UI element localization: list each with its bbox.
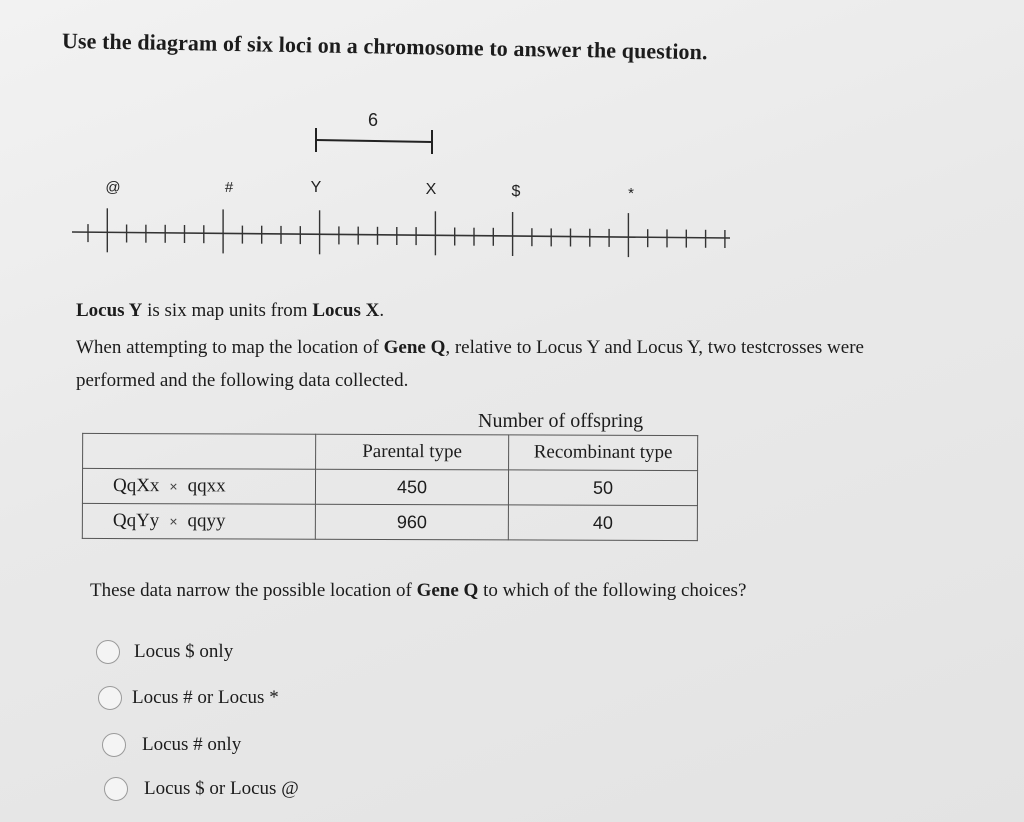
parental-value: 960 (315, 504, 508, 540)
chromosome-map (0, 0, 1024, 300)
cross-cell (82, 503, 315, 539)
line1-locus-x: Locus X (312, 300, 380, 321)
question-gene: Gene Q (416, 580, 479, 601)
question-prefix: These data narrow the possible location of (90, 580, 417, 601)
choice-label: Locus # or Locus * (132, 687, 279, 708)
choice-label: Locus $ only (134, 641, 234, 662)
cross-left: QqYy (112, 510, 160, 532)
choice-option-1[interactable] (96, 640, 233, 664)
header-blank-cell (83, 433, 316, 469)
cross-symbol: × (169, 513, 178, 530)
line1-prefix: Locus (76, 300, 129, 321)
recombinant-value: 40 (508, 505, 697, 541)
offspring-group-header: Number of offspring (478, 410, 644, 432)
parental-value: 450 (315, 469, 508, 505)
line1-locus-y: Y (128, 300, 143, 321)
radio-button[interactable] (104, 777, 128, 801)
line2-suffix: , relative to Locus Y and Locus Y, two testcrosses were (445, 337, 864, 358)
locus-label-hash: # (224, 179, 234, 196)
distance-label: 6 (367, 110, 379, 130)
statement-line-2 (76, 337, 864, 359)
recombinant-value: 50 (508, 470, 697, 506)
statement-line-1 (76, 300, 384, 322)
cross-right: qqxx (187, 475, 226, 497)
choice-option-3[interactable] (102, 733, 241, 757)
cross-right: qqyy (187, 510, 226, 532)
line2-prefix: When attempting to map the location of (76, 337, 384, 358)
locus-label-at: @ (105, 179, 121, 196)
locus-label-x: X (425, 181, 437, 198)
statement-line-3: performed and the following data collected. (76, 370, 409, 391)
cross-cell (82, 468, 315, 504)
chromosome-axis (72, 232, 730, 238)
table-header-row (83, 433, 698, 470)
choice-option-4[interactable] (104, 777, 299, 801)
locus-label-dollar: $ (511, 183, 521, 200)
question-text (90, 580, 746, 602)
line1-middle: is six map units from (142, 300, 313, 321)
table-row (82, 468, 697, 505)
header-recombinant: Recombinant type (509, 435, 698, 471)
radio-button[interactable] (102, 733, 126, 757)
locus-label-y: Y (310, 179, 322, 196)
testcross-table (82, 433, 698, 541)
header-parental: Parental type (316, 434, 509, 470)
table-row (82, 503, 697, 540)
instruction-heading: Use the diagram of six loci on a chromosome to answer the question. (61, 28, 708, 65)
locus-label-star: * (628, 185, 634, 202)
choice-label: Locus # only (142, 734, 242, 755)
radio-button[interactable] (96, 640, 120, 664)
line1-period: . (379, 300, 385, 321)
distance-bracket (316, 128, 432, 154)
choice-option-2[interactable] (98, 686, 279, 710)
radio-button[interactable] (98, 686, 122, 710)
cross-symbol: × (169, 478, 178, 495)
choice-label: Locus $ or Locus @ (144, 778, 299, 799)
cross-left: QqXx (112, 475, 160, 497)
line2-gene: Gene Q (383, 337, 446, 358)
question-suffix: to which of the following choices? (478, 580, 747, 601)
